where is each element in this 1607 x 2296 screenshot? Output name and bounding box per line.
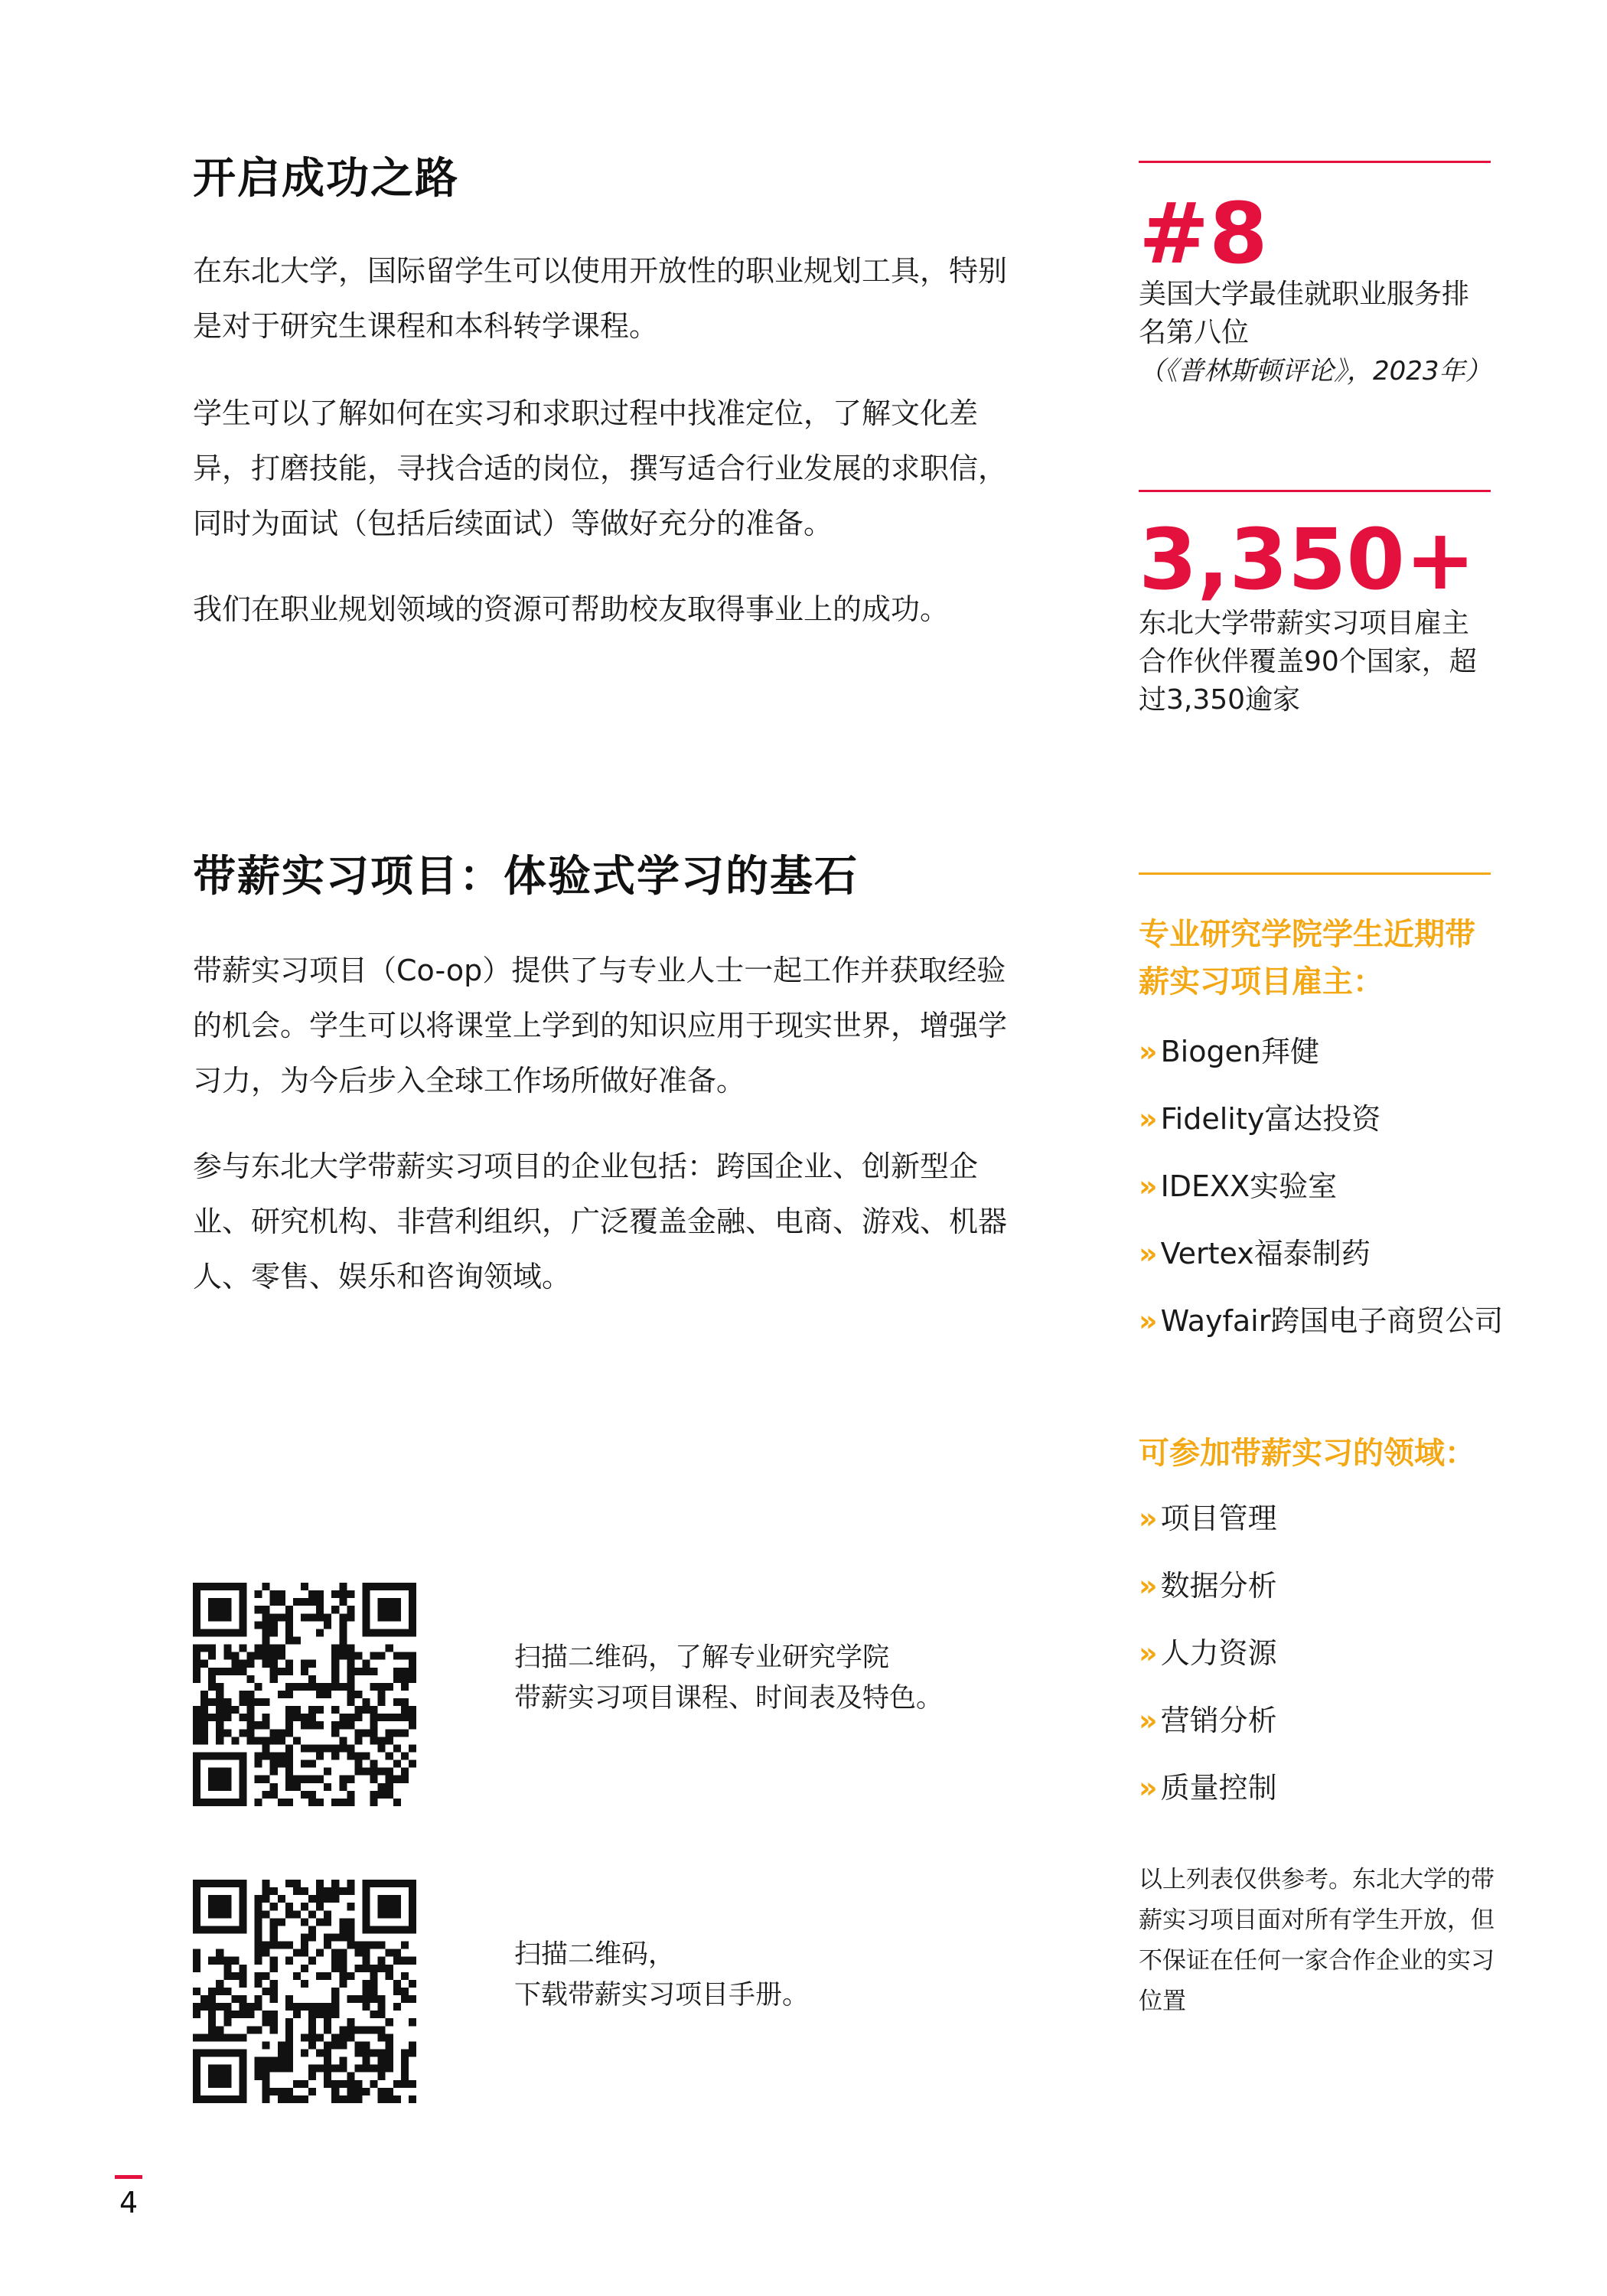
employer-item	[1139, 1287, 1503, 1355]
section2-paragraph: 带薪实习项目（Co-op）提供了与专业人士一起工作并获取经验的机会。学生可以将课堂上学到的知识应用于现实世界，增强学习力，为今后步入全球工作场所做好准备。	[193, 954, 1008, 1097]
chevron-bullet-icon: »	[1139, 1035, 1158, 1068]
qr-caption-line: 扫描二维码，	[514, 1939, 676, 1970]
chevron-bullet-icon: »	[1139, 1102, 1158, 1136]
employer-item	[1139, 1220, 1503, 1287]
stat-text-employers: 东北大学带薪实习项目雇主合作伙伴覆盖90个国家，超过3,350逾家	[1139, 608, 1477, 716]
qr-caption-curriculum	[514, 1638, 1050, 1719]
page-number-mark	[115, 2175, 142, 2179]
section1-paragraph: 在东北大学，国际留学生可以使用开放性的职业规划工具，特别是对于研究生课程和本科转学课程。	[193, 254, 1008, 343]
stat-value-employers: 3,350+	[1139, 510, 1476, 608]
employer-item	[1139, 1018, 1503, 1085]
section1-paragraph: 我们在职业规划领域的资源可帮助校友取得事业上的成功。	[193, 592, 950, 626]
chevron-bullet-icon: »	[1139, 1237, 1158, 1270]
field-item-label: 项目管理	[1160, 1502, 1277, 1535]
employer-item-label: Biogen拜健	[1160, 1035, 1320, 1068]
stat-text-rank: 美国大学最佳就职业服务排名第八位	[1139, 279, 1470, 348]
qr-code-handbook[interactable]	[193, 1880, 416, 2103]
fields-heading: 可参加带薪实习的领域：	[1139, 1436, 1475, 1471]
qr-caption-line: 带薪实习项目课程、时间表及特色。	[514, 1683, 944, 1714]
stat-source-rank: （《普林斯顿评论》，2023年）	[1139, 356, 1491, 386]
qr-caption-line: 下载带薪实习项目手册。	[514, 1980, 810, 2011]
stat-value-rank: #8	[1139, 184, 1268, 282]
employers-heading: 专业研究学院学生近期带薪实习项目雇主：	[1139, 917, 1475, 1000]
qr-caption-handbook	[514, 1935, 1050, 2016]
field-item-label: 数据分析	[1160, 1569, 1277, 1603]
employer-item	[1139, 1153, 1503, 1220]
field-item	[1139, 1619, 1277, 1687]
employer-item-label: Wayfair跨国电子商贸公司	[1160, 1304, 1504, 1338]
section2-title: 带薪实习项目：体验式学习的基石	[193, 852, 859, 902]
chevron-bullet-icon: »	[1139, 1569, 1158, 1603]
chevron-bullet-icon: »	[1139, 1771, 1158, 1805]
field-item-label: 人力资源	[1160, 1636, 1277, 1670]
stat-divider	[1139, 161, 1491, 163]
employer-item-label: Vertex福泰制药	[1160, 1237, 1371, 1270]
field-item-label: 营销分析	[1160, 1704, 1277, 1737]
employers-list	[1139, 1018, 1503, 1355]
chevron-bullet-icon: »	[1139, 1304, 1158, 1338]
fields-list	[1139, 1485, 1277, 1821]
qr-caption-line: 扫描二维码，了解专业研究学院	[514, 1642, 890, 1673]
section1-paragraph: 学生可以了解如何在实习和求职过程中找准定位，了解文化差异，打磨技能，寻找合适的岗位，撰写适合行业发展的求职信，同时为面试（包括后续面试）等做好充分的准备。	[193, 396, 1008, 540]
stat-divider	[1139, 490, 1491, 492]
chevron-bullet-icon: »	[1139, 1636, 1158, 1670]
field-item	[1139, 1687, 1277, 1754]
chevron-bullet-icon: »	[1139, 1502, 1158, 1535]
employer-item-label: Fidelity富达投资	[1160, 1102, 1381, 1136]
employer-item-label: IDEXX实验室	[1160, 1169, 1338, 1203]
page-number: 4	[119, 2186, 139, 2219]
section2-paragraph: 参与东北大学带薪实习项目的企业包括：跨国企业、创新型企业、研究机构、非营利组织，广泛覆盖金融、电商、游戏、机器人、零售、娱乐和咨询领域。	[193, 1150, 1008, 1293]
section1-title: 开启成功之路	[193, 154, 459, 204]
qr-code-curriculum[interactable]	[193, 1583, 416, 1806]
chevron-bullet-icon: »	[1139, 1169, 1158, 1203]
disclaimer-note: 以上列表仅供参考。东北大学的带薪实习项目面对所有学生开放，但不保证在任何一家合作企业的实习位置	[1139, 1866, 1495, 2015]
field-item-label: 质量控制	[1160, 1771, 1277, 1805]
field-item	[1139, 1552, 1277, 1619]
field-item	[1139, 1754, 1277, 1821]
employer-item	[1139, 1085, 1503, 1153]
field-item	[1139, 1485, 1277, 1552]
list-divider	[1139, 872, 1491, 875]
chevron-bullet-icon: »	[1139, 1704, 1158, 1737]
